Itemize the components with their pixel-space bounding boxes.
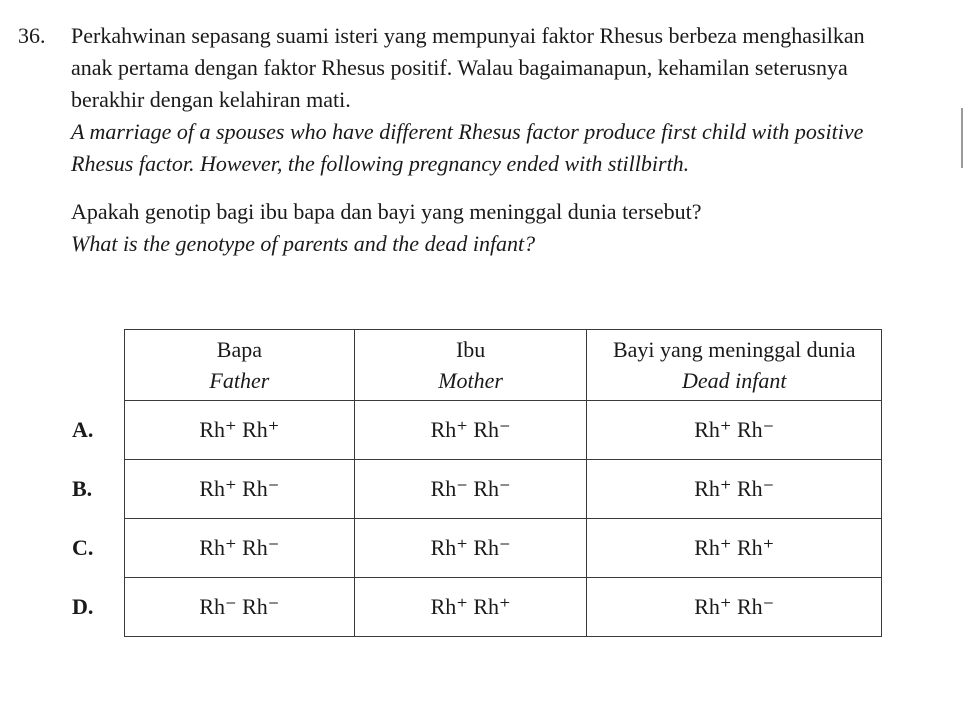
header-infant-malay: Bayi yang meninggal dunia: [612, 337, 856, 362]
table-row-c[interactable]: [125, 519, 882, 578]
table-row-d[interactable]: [125, 578, 882, 637]
prompt-malay: Apakah genotip bagi ibu bapa dan bayi yang meninggal dunia tersebut?: [71, 199, 702, 224]
cell-mother: Rh⁺ Rh⁻: [354, 401, 587, 460]
header-mother-malay: Ibu: [455, 337, 486, 362]
header-infant-english: Dead infant: [681, 368, 787, 393]
table-header-row: [125, 330, 882, 401]
header-father-english: Father: [209, 368, 270, 393]
option-letter-c[interactable]: C.: [72, 535, 94, 560]
question-body: [71, 20, 951, 260]
table-row-a[interactable]: [125, 401, 882, 460]
option-letter-b[interactable]: B.: [72, 476, 93, 501]
cell-mother: Rh⁺ Rh⁻: [354, 519, 587, 578]
genotype-table: [124, 329, 882, 637]
cell-infant: Rh⁺ Rh⁻: [587, 460, 882, 519]
malay-line-3: berakhir dengan kelahiran mati.: [71, 87, 351, 112]
cell-father: Rh⁻ Rh⁻: [125, 578, 355, 637]
cell-infant: Rh⁺ Rh⁺: [587, 519, 882, 578]
cell-infant: Rh⁺ Rh⁻: [587, 401, 882, 460]
cell-mother: Rh⁻ Rh⁻: [354, 460, 587, 519]
english-line-2: Rhesus factor. However, the following pregnancy ended with stillbirth.: [71, 151, 690, 176]
header-mother-english: Mother: [438, 368, 503, 393]
cell-father: Rh⁺ Rh⁻: [125, 519, 355, 578]
malay-line-1: Perkahwinan sepasang suami isteri yang mempunyai faktor Rhesus berbeza menghasilkan: [71, 23, 865, 48]
header-father: [125, 330, 355, 401]
question-number: 36.: [18, 23, 46, 48]
table-row-b[interactable]: [125, 460, 882, 519]
header-infant: [587, 330, 882, 401]
malay-line-2: anak pertama dengan faktor Rhesus positif. Walau bagaimanapun, kehamilan seterusnya: [71, 55, 848, 80]
cell-mother: Rh⁺ Rh⁺: [354, 578, 587, 637]
cell-infant: Rh⁺ Rh⁻: [587, 578, 882, 637]
header-mother: [354, 330, 587, 401]
header-father-malay: Bapa: [216, 337, 262, 362]
option-letter-a[interactable]: A.: [72, 417, 94, 442]
english-line-1: A marriage of a spouses who have different Rhesus factor produce first child with positive: [71, 119, 864, 144]
option-letter-d[interactable]: D.: [72, 594, 94, 619]
prompt-english: What is the genotype of parents and the dead infant?: [71, 231, 536, 256]
cell-father: Rh⁺ Rh⁺: [125, 401, 355, 460]
cell-father: Rh⁺ Rh⁻: [125, 460, 355, 519]
